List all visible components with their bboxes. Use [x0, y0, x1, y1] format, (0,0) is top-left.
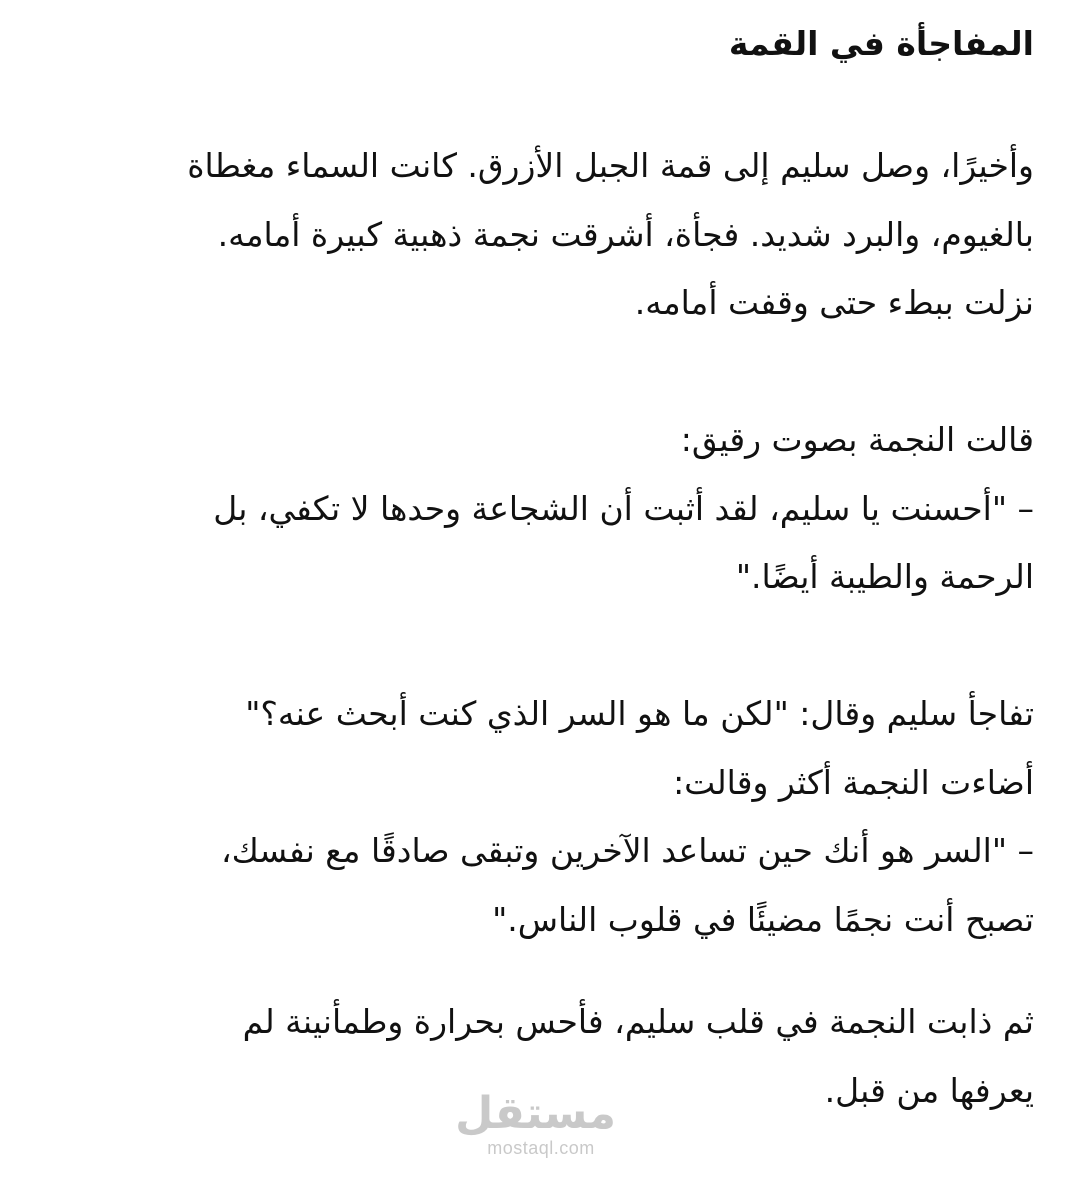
paragraph-spacer [40, 954, 1034, 988]
paragraph-spacer [40, 338, 1034, 407]
text-line: يعرفها من قبل. [824, 1070, 1034, 1110]
text-line: بالغيوم، والبرد شديد. فجأة، أشرقت نجمة ذهبية كبيرة أمامه. [217, 214, 1034, 254]
text-line: – "السر هو أنك حين تساعد الآخرين وتبقى صادقًا مع نفسك، [220, 831, 1034, 870]
text-line: قالت النجمة بصوت رقيق: [680, 420, 1034, 459]
paragraph-arrival [40, 132, 1034, 338]
paragraph-spacer [40, 612, 1034, 681]
text-line: أضاءت النجمة أكثر وقالت: [673, 762, 1034, 802]
paragraph-secret [40, 680, 1034, 954]
paragraph-star-speaks [40, 406, 1034, 612]
text-line: نزلت ببطء حتى وقفت أمامه. [634, 283, 1034, 322]
text-line: ثم ذابت النجمة في قلب سليم، فأحس بحرارة وطمأنينة لم [242, 1002, 1034, 1041]
story-body [40, 132, 1034, 1125]
text-line: – "أحسنت يا سليم، لقد أثبت أن الشجاعة وحدها لا تكفي، بل [213, 488, 1034, 528]
watermark-logo: مستقل [455, 1088, 616, 1139]
text-line: وأخيرًا، وصل سليم إلى قمة الجبل الأزرق. كانت السماء مغطاة [187, 146, 1034, 185]
text-line: الرحمة والطيبة أيضًا." [735, 557, 1034, 596]
mostaql-watermark [455, 1088, 616, 1158]
story-title: المفاجأة في القمة [728, 24, 1034, 63]
watermark-url: mostaql.com [487, 1138, 595, 1158]
text-line: تصبح أنت نجمًا مضيئًا في قلوب الناس." [492, 899, 1034, 939]
text-line: تفاجأ سليم وقال: "لكن ما هو السر الذي كنت أبحث عنه؟" [245, 694, 1034, 733]
